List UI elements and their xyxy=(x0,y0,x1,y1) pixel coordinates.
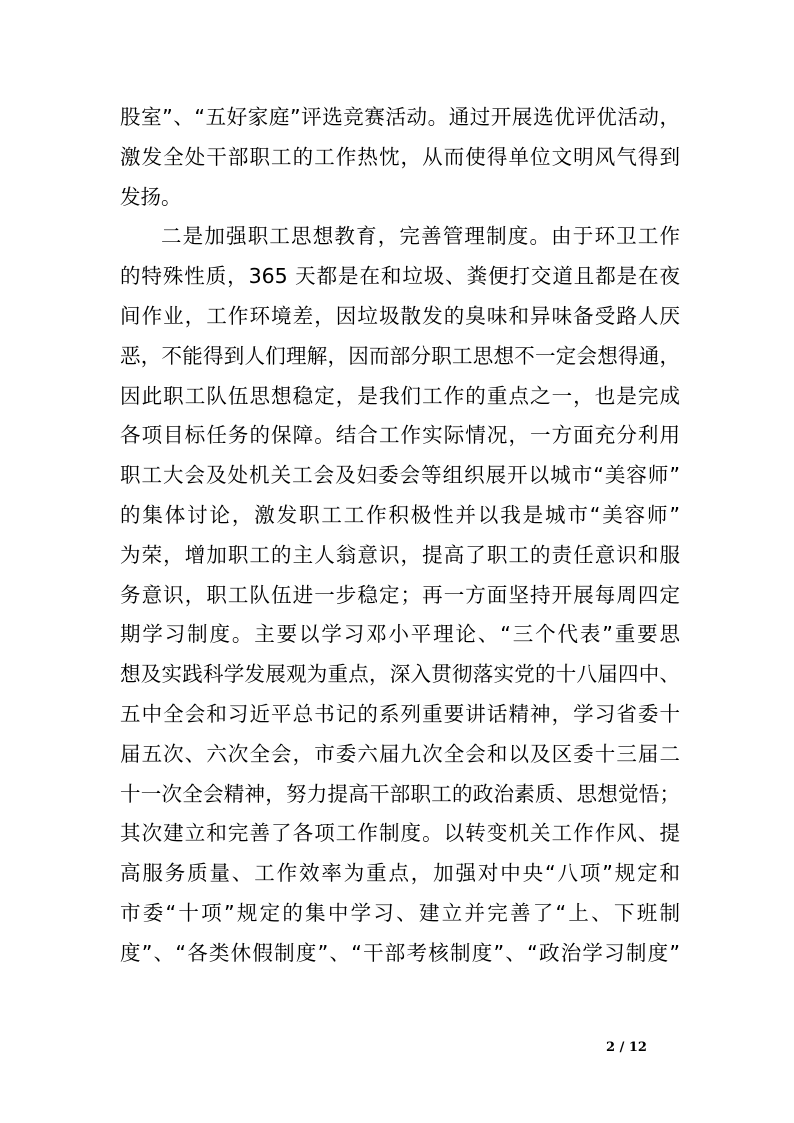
text-line-6: 间作业，工作环境差，因垃圾散发的臭味和异味备受路人厌 xyxy=(120,303,680,328)
text-line-18: 十一次全会精神，努力提高干部职工的政治素质、思想觉悟； xyxy=(120,781,680,806)
text-line-11: 的集体讨论，激发职工工作积极性并以我是城市“美容师” xyxy=(120,502,680,527)
text-line-22: 度”、“各类休假制度”、“干部考核制度”、“政治学习制度” xyxy=(120,940,680,965)
text-line-13: 务意识，职工队伍进一步稳定；再一方面坚持开展每周四定 xyxy=(120,582,680,607)
text-line-16: 五中全会和习近平总书记的系列重要讲话精神，学习省委十 xyxy=(120,701,680,726)
text-line-5: 的特殊性质，365 天都是在和垃圾、粪便打交道且都是在夜 xyxy=(120,264,680,289)
text-line-17: 届五次、六次全会，市委六届九次全会和以及区委十三届二 xyxy=(120,741,680,766)
text-line-21: 市委“十项”规定的集中学习、建立并完善了“上、下班制 xyxy=(120,900,680,925)
body-text xyxy=(120,98,680,974)
text-line-14: 期学习制度。主要以学习邓小平理论、“三个代表”重要思 xyxy=(120,622,680,647)
text-line-1: 股室”、“五好家庭”评选竞赛活动。通过开展选优评优活动， xyxy=(120,105,680,129)
text-line-4: 二是加强职工思想教育，完善管理制度。由于环卫工作 xyxy=(161,224,680,249)
text-line-3: 发扬。 xyxy=(120,184,182,209)
text-line-20: 高服务质量、工作效率为重点，加强对中央“八项”规定和 xyxy=(120,861,680,886)
text-line-10: 职工大会及处机关工会及妇委会等组织展开以城市“美容师” xyxy=(120,463,680,488)
text-line-19: 其次建立和完善了各项工作制度。以转变机关工作作风、提 xyxy=(120,821,680,846)
text-line-8: 因此职工队伍思想稳定，是我们工作的重点之一，也是完成 xyxy=(120,383,680,408)
text-line-12: 为荣，增加职工的主人翁意识，提高了职工的责任意识和服 xyxy=(120,542,680,567)
page-number: 2 / 12 xyxy=(606,1040,647,1055)
text-line-7: 恶，不能得到人们理解，因而部分职工思想不一定会想得通， xyxy=(120,343,680,368)
text-line-9: 各项目标任务的保障。结合工作实际情况，一方面充分利用 xyxy=(120,423,680,448)
text-line-2: 激发全处干部职工的工作热忱，从而使得单位文明风气得到 xyxy=(120,144,680,169)
text-line-15: 想及实践科学发展观为重点，深入贯彻落实党的十八届四中、 xyxy=(120,662,680,687)
